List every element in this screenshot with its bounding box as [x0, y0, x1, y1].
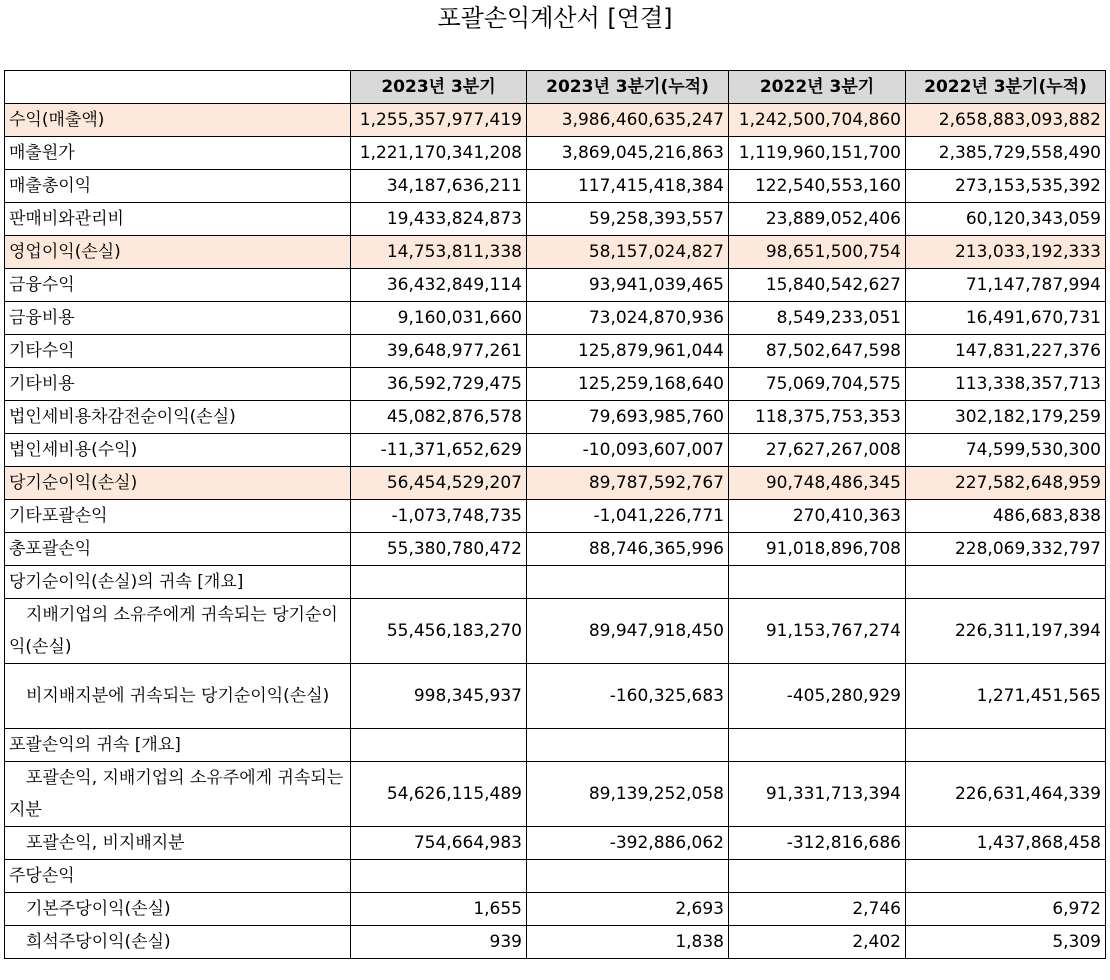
- table-row: [5, 827, 1106, 860]
- value-cell: 73,024,870,936: [527, 302, 729, 335]
- row-label: 당기순이익(손실): [5, 467, 351, 500]
- value-cell: [906, 860, 1106, 893]
- table-row: [5, 893, 1106, 926]
- row-label: 당기순이익(손실)의 귀속 [개요]: [5, 566, 351, 599]
- value-cell: 54,626,115,489: [351, 762, 527, 827]
- value-cell: 71,147,787,994: [906, 269, 1106, 302]
- value-cell: 1,119,960,151,700: [729, 137, 906, 170]
- value-cell: 228,069,332,797: [906, 533, 1106, 566]
- table-row: [5, 170, 1106, 203]
- value-cell: [729, 566, 906, 599]
- value-cell: 1,838: [527, 926, 729, 959]
- value-cell: 6,972: [906, 893, 1106, 926]
- value-cell: 14,753,811,338: [351, 236, 527, 269]
- value-cell: 27,627,267,008: [729, 434, 906, 467]
- value-cell: 2,693: [527, 893, 729, 926]
- table-row: [5, 401, 1106, 434]
- value-cell: 88,746,365,996: [527, 533, 729, 566]
- value-cell: 1,255,357,977,419: [351, 104, 527, 137]
- value-cell: [729, 860, 906, 893]
- table-row: [5, 302, 1106, 335]
- value-cell: 87,502,647,598: [729, 335, 906, 368]
- value-cell: 9,160,031,660: [351, 302, 527, 335]
- value-cell: 226,311,197,394: [906, 599, 1106, 664]
- value-cell: -312,816,686: [729, 827, 906, 860]
- row-label: 판매비와관리비: [5, 203, 351, 236]
- value-cell: -11,371,652,629: [351, 434, 527, 467]
- table-row: [5, 335, 1106, 368]
- row-label: 매출총이익: [5, 170, 351, 203]
- table-row: [5, 104, 1106, 137]
- value-cell: 58,157,024,827: [527, 236, 729, 269]
- table-row: [5, 203, 1106, 236]
- row-label: 매출원가: [5, 137, 351, 170]
- row-label: 법인세비용(수익): [5, 434, 351, 467]
- value-cell: 75,069,704,575: [729, 368, 906, 401]
- value-cell: 486,683,838: [906, 500, 1106, 533]
- value-cell: 2,658,883,093,882: [906, 104, 1106, 137]
- value-cell: 36,432,849,114: [351, 269, 527, 302]
- value-cell: 1,221,170,341,208: [351, 137, 527, 170]
- value-cell: [527, 566, 729, 599]
- value-cell: 270,410,363: [729, 500, 906, 533]
- value-cell: 2,385,729,558,490: [906, 137, 1106, 170]
- table-row: [5, 434, 1106, 467]
- value-cell: 147,831,227,376: [906, 335, 1106, 368]
- table-row: [5, 500, 1106, 533]
- value-cell: [351, 860, 527, 893]
- value-cell: 91,331,713,394: [729, 762, 906, 827]
- value-cell: 55,456,183,270: [351, 599, 527, 664]
- value-cell: 2,402: [729, 926, 906, 959]
- value-cell: 122,540,553,160: [729, 170, 906, 203]
- value-cell: 34,187,636,211: [351, 170, 527, 203]
- value-cell: -392,886,062: [527, 827, 729, 860]
- value-cell: 8,549,233,051: [729, 302, 906, 335]
- value-cell: 5,309: [906, 926, 1106, 959]
- value-cell: 3,986,460,635,247: [527, 104, 729, 137]
- income-statement-table: [4, 70, 1106, 959]
- value-cell: 1,655: [351, 893, 527, 926]
- row-label: 법인세비용차감전순이익(손실): [5, 401, 351, 434]
- column-header: 2023년 3분기(누적): [527, 71, 729, 104]
- value-cell: 2,746: [729, 893, 906, 926]
- table-row: [5, 368, 1106, 401]
- row-label: 기본주당이익(손실): [5, 893, 351, 926]
- column-header: 2022년 3분기(누적): [906, 71, 1106, 104]
- value-cell: 56,454,529,207: [351, 467, 527, 500]
- value-cell: [906, 729, 1106, 762]
- value-cell: 90,748,486,345: [729, 467, 906, 500]
- table-row: [5, 467, 1106, 500]
- value-cell: 16,491,670,731: [906, 302, 1106, 335]
- column-header: 2022년 3분기: [729, 71, 906, 104]
- table-row: [5, 137, 1106, 170]
- table-row: [5, 926, 1106, 959]
- value-cell: 89,139,252,058: [527, 762, 729, 827]
- value-cell: 19,433,824,873: [351, 203, 527, 236]
- column-header: 2023년 3분기: [351, 71, 527, 104]
- value-cell: -405,280,929: [729, 664, 906, 729]
- row-label: 금융비용: [5, 302, 351, 335]
- row-label: 기타비용: [5, 368, 351, 401]
- value-cell: 91,153,767,274: [729, 599, 906, 664]
- table-row: [5, 599, 1106, 664]
- value-cell: 36,592,729,475: [351, 368, 527, 401]
- value-cell: 98,651,500,754: [729, 236, 906, 269]
- row-label: 포괄손익의 귀속 [개요]: [5, 729, 351, 762]
- row-label: 기타수익: [5, 335, 351, 368]
- page-title: 포괄손익계산서 [연결]: [437, 4, 673, 32]
- value-cell: 23,889,052,406: [729, 203, 906, 236]
- value-cell: 89,787,592,767: [527, 467, 729, 500]
- value-cell: 226,631,464,339: [906, 762, 1106, 827]
- value-cell: 1,242,500,704,860: [729, 104, 906, 137]
- value-cell: 125,259,168,640: [527, 368, 729, 401]
- value-cell: 74,599,530,300: [906, 434, 1106, 467]
- value-cell: [351, 566, 527, 599]
- value-cell: 3,869,045,216,863: [527, 137, 729, 170]
- value-cell: 998,345,937: [351, 664, 527, 729]
- value-cell: 55,380,780,472: [351, 533, 527, 566]
- row-label: 총포괄손익: [5, 533, 351, 566]
- value-cell: 125,879,961,044: [527, 335, 729, 368]
- value-cell: [527, 729, 729, 762]
- value-cell: 113,338,357,713: [906, 368, 1106, 401]
- value-cell: -1,041,226,771: [527, 500, 729, 533]
- value-cell: 302,182,179,259: [906, 401, 1106, 434]
- row-label: 포괄손익, 비지배지분: [5, 827, 351, 860]
- value-cell: [351, 729, 527, 762]
- value-cell: -10,093,607,007: [527, 434, 729, 467]
- value-cell: 1,437,868,458: [906, 827, 1106, 860]
- value-cell: 118,375,753,353: [729, 401, 906, 434]
- row-label: 지배기업의 소유주에게 귀속되는 당기순이익(손실): [5, 599, 351, 664]
- value-cell: 91,018,896,708: [729, 533, 906, 566]
- value-cell: 93,941,039,465: [527, 269, 729, 302]
- table-row: [5, 860, 1106, 893]
- table-row: [5, 762, 1106, 827]
- row-label: 영업이익(손실): [5, 236, 351, 269]
- value-cell: -1,073,748,735: [351, 500, 527, 533]
- table-row: [5, 664, 1106, 729]
- row-label: 수익(매출액): [5, 104, 351, 137]
- row-label: 비지배지분에 귀속되는 당기순이익(손실): [5, 664, 351, 729]
- row-label: 주당손익: [5, 860, 351, 893]
- row-label: 금융수익: [5, 269, 351, 302]
- value-cell: 60,120,343,059: [906, 203, 1106, 236]
- value-cell: 79,693,985,760: [527, 401, 729, 434]
- value-cell: [527, 860, 729, 893]
- value-cell: 213,033,192,333: [906, 236, 1106, 269]
- value-cell: 59,258,393,557: [527, 203, 729, 236]
- value-cell: 754,664,983: [351, 827, 527, 860]
- table-row: [5, 533, 1106, 566]
- value-cell: 39,648,977,261: [351, 335, 527, 368]
- table-row: [5, 269, 1106, 302]
- table-row: [5, 566, 1106, 599]
- value-cell: [729, 729, 906, 762]
- row-label: 포괄손익, 지배기업의 소유주에게 귀속되는 지분: [5, 762, 351, 827]
- row-label: 희석주당이익(손실): [5, 926, 351, 959]
- value-cell: 939: [351, 926, 527, 959]
- value-cell: 227,582,648,959: [906, 467, 1106, 500]
- value-cell: 1,271,451,565: [906, 664, 1106, 729]
- table-row: [5, 236, 1106, 269]
- value-cell: 15,840,542,627: [729, 269, 906, 302]
- value-cell: 45,082,876,578: [351, 401, 527, 434]
- row-label: 기타포괄손익: [5, 500, 351, 533]
- value-cell: 273,153,535,392: [906, 170, 1106, 203]
- header-row: [5, 71, 1106, 104]
- header-blank-cell: [5, 71, 351, 104]
- value-cell: -160,325,683: [527, 664, 729, 729]
- table-row: [5, 729, 1106, 762]
- value-cell: 117,415,418,384: [527, 170, 729, 203]
- value-cell: [906, 566, 1106, 599]
- value-cell: 89,947,918,450: [527, 599, 729, 664]
